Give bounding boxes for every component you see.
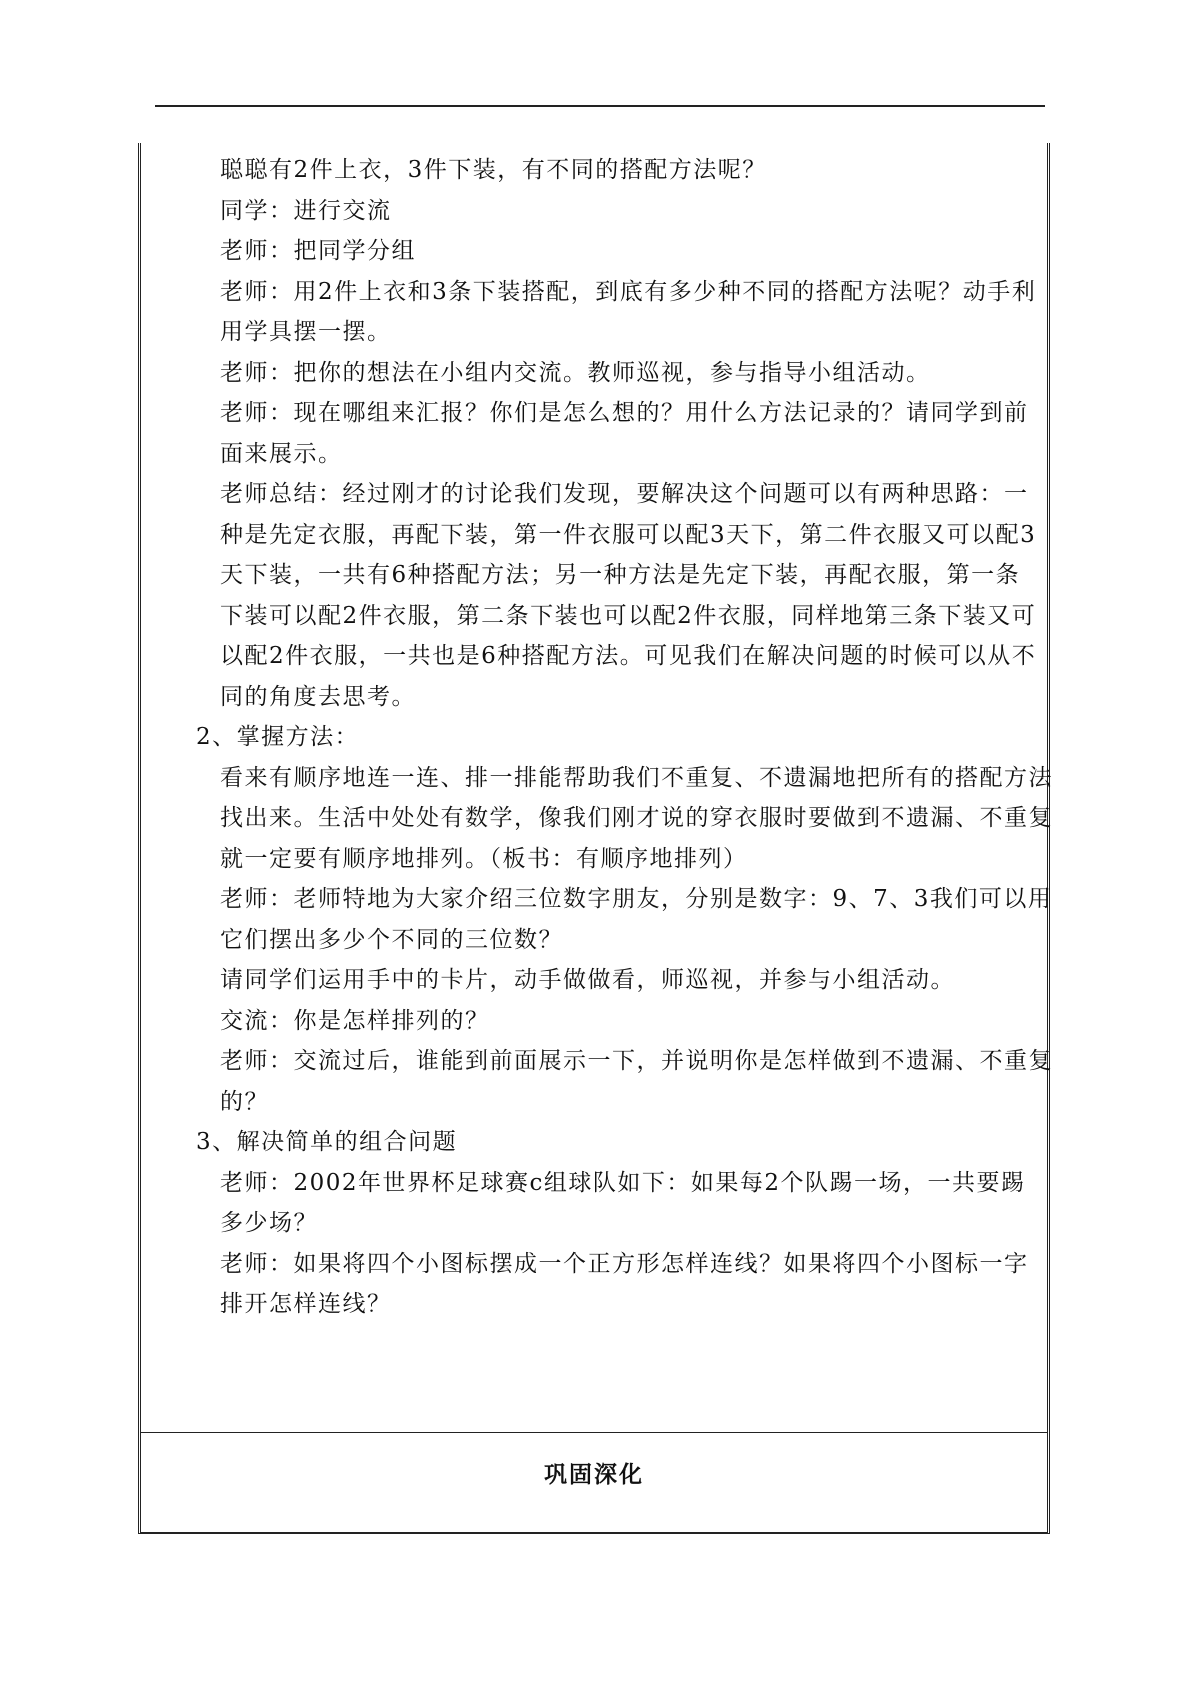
text-line: 找出来。生活中处处有数学，像我们刚才说的穿衣服时要做到不遗漏、不重复 bbox=[220, 805, 1053, 831]
text-line: 以配2件衣服，一共也是6种搭配方法。可见我们在解决问题的时候可以从不 bbox=[220, 643, 1037, 669]
lesson-table bbox=[138, 143, 1053, 1534]
text-line: 请同学们运用手中的卡片，动手做做看，师巡视，并参与小组活动。 bbox=[220, 967, 955, 993]
text-line: 下装可以配2件衣服，第二条下装也可以配2件衣服，同样地第三条下装又可 bbox=[220, 602, 1037, 629]
header-rule bbox=[155, 105, 1045, 107]
text-line: 就一定要有顺序地排列。（板书：有顺序地排列） bbox=[220, 845, 748, 872]
text-line: 老师：把同学分组 bbox=[220, 238, 416, 264]
text-line: 聪聪有2件上衣，3件下装，有不同的搭配方法呢？ bbox=[220, 157, 767, 183]
text-line: 天下装，一共有6种搭配方法；另一种方法是先定下装，再配衣服，第一条 bbox=[220, 562, 1021, 588]
text-line: 种是先定衣服，再配下装，第一件衣服可以配3天下，第二件衣服又可以配3 bbox=[220, 521, 1037, 548]
text-line: 老师：2002年世界杯足球赛c组球队如下：如果每2个队踢一场，一共要踢 bbox=[220, 1169, 1026, 1196]
text-line: 它们摆出多少个不同的三位数？ bbox=[220, 926, 563, 953]
text-line: 3、解决简单的组合问题 bbox=[196, 1129, 458, 1155]
text-line: 看来有顺序地连一连、排一排能帮助我们不重复、不遗漏地把所有的搭配方法 bbox=[220, 764, 1053, 791]
text-line: 2、掌握方法： bbox=[196, 724, 360, 750]
text-line: 老师：现在哪组来汇报？你们是怎么想的？用什么方法记录的？请同学到前 bbox=[220, 400, 1029, 426]
text-line: 老师：交流过后，谁能到前面展示一下，并说明你是怎样做到不遗漏、不重复 bbox=[220, 1048, 1053, 1074]
text-line: 同学：进行交流 bbox=[220, 197, 392, 224]
text-line: 老师：如果将四个小图标摆成一个正方形怎样连线？如果将四个小图标一字 bbox=[220, 1250, 1029, 1277]
table-row-divider bbox=[141, 1432, 1047, 1433]
text-line: 老师：把你的想法在小组内交流。教师巡视，参与指导小组活动。 bbox=[220, 359, 931, 386]
text-line: 的？ bbox=[220, 1088, 269, 1115]
text-line: 老师：用2件上衣和3条下装搭配，到底有多少种不同的搭配方法呢？动手利 bbox=[220, 278, 1037, 305]
text-line: 老师总结：经过刚才的讨论我们发现，要解决这个问题可以有两种思路：一 bbox=[220, 481, 1029, 507]
text-line: 排开怎样连线？ bbox=[220, 1291, 392, 1317]
text-line: 面来展示。 bbox=[220, 440, 343, 467]
text-line: 多少场？ bbox=[220, 1210, 318, 1236]
text-line: 用学具摆一摆。 bbox=[220, 319, 392, 345]
text-line: 交流：你是怎样排列的？ bbox=[220, 1007, 490, 1034]
text-line: 老师：老师特地为大家介绍三位数字朋友，分别是数字：9、7、3我们可以用 bbox=[220, 886, 1053, 912]
section-title: 巩固深化 bbox=[544, 1461, 644, 1488]
text-line: 同的角度去思考。 bbox=[220, 683, 416, 710]
